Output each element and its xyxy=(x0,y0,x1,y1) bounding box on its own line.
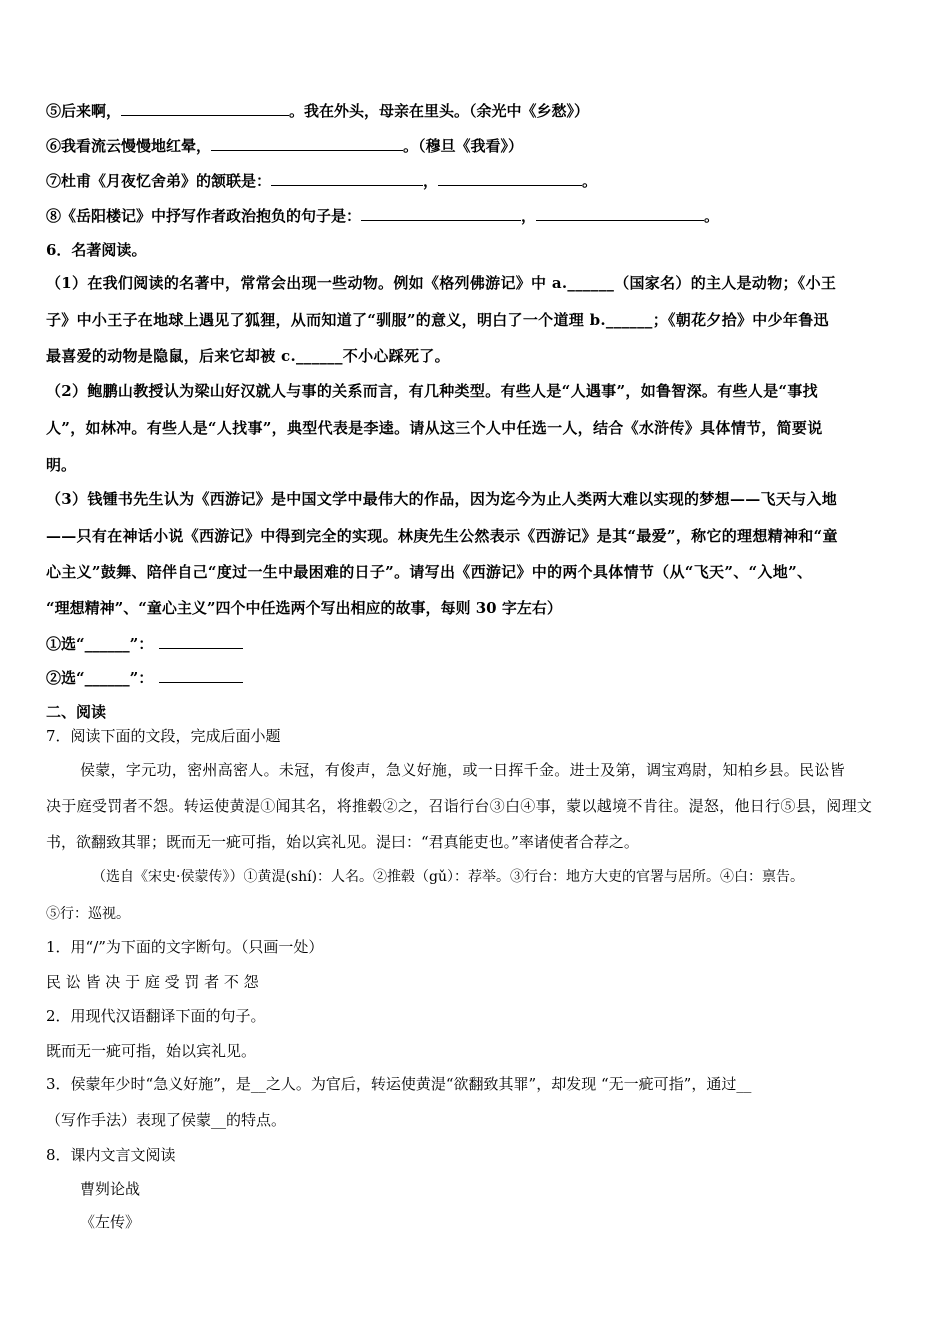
q6-choice-2 xyxy=(46,668,916,688)
answer-blank[interactable] xyxy=(121,101,289,116)
q6-1-line: 子》中小王子在地球上遇见了狐狸，从而知道了“驯服”的意义，明白了一个道理 b.______；《朝花夕拾》中少年鲁迅 xyxy=(46,311,829,329)
annotation-line: （选自《宋史·侯蒙传》）①黄湜(shí)：人名。②推毂（gǔ）：荐举。③行台：地方大吏的官署与居所。④白：禀告。 xyxy=(92,869,805,885)
sub1-title: 1．用“/”为下面的文字断句。（只画一处） xyxy=(46,938,324,956)
q8-title: 8．课内文言文阅读 xyxy=(46,1146,176,1164)
q5-8-sep: ， xyxy=(521,207,537,225)
answer-blank[interactable] xyxy=(438,171,582,186)
q7-title: 7．阅读下面的文段，完成后面小题 xyxy=(46,727,281,745)
q5-item-7 xyxy=(46,171,916,191)
sub3-line: （写作手法）表现了侯蒙__的特点。 xyxy=(46,1111,287,1129)
section-heading: 二、阅读 xyxy=(46,703,107,721)
q6-3-line: （3）钱锺书先生认为《西游记》是中国文学中最伟大的作品，因为迄今为止人类两大难以实现的梦想——飞天与入地 xyxy=(46,490,838,508)
q6-3-line: 心主义”鼓舞、陪伴自己“度过一生中最困难的日子”。请写出《西游记》中的两个具体情节（从“飞天”、“入地”、 xyxy=(46,563,813,581)
answer-blank[interactable] xyxy=(159,668,243,683)
q5-6-source: 。（穆旦《我看》） xyxy=(403,137,524,155)
q5-7-text: ⑦杜甫《月夜忆舍弟》的颔联是： xyxy=(46,172,272,190)
q6-2-line: 明。 xyxy=(46,456,77,474)
q5-5-text: ⑤后来啊， xyxy=(46,102,122,120)
answer-blank[interactable] xyxy=(361,206,521,221)
q5-5-source: 。我在外头，母亲在里头。（余光中《乡愁》） xyxy=(289,102,590,120)
q5-7-sep: ， xyxy=(423,172,439,190)
answer-blank[interactable] xyxy=(159,634,243,649)
choice-label: ②选“______”： xyxy=(46,669,154,687)
q6-2-line: （2）鲍鹏山教授认为梁山好汉就人与事的关系而言，有几种类型。有些人是“人遇事”，如鲁智深。有些人是“事找 xyxy=(46,382,818,400)
answer-blank[interactable] xyxy=(271,171,423,186)
choice-label: ①选“______”： xyxy=(46,635,154,653)
sub3-line: 3．侯蒙年少时“急义好施”，是__之人。为官后，转运使黄湜“欲翻致其罪”，却发现 “无一疵可指”，通过__ xyxy=(46,1075,752,1093)
q6-title: 6．名著阅读。 xyxy=(46,241,147,259)
q5-7-end: 。 xyxy=(582,172,598,190)
q6-1-line: （1）在我们阅读的名著中，常常会出现一些动物。例如《格列佛游记》中 a.______（国家名）的主人是动物；《小王 xyxy=(46,274,837,292)
q5-6-text: ⑥我看流云慢慢地红晕， xyxy=(46,137,212,155)
sub1-text: 民 讼 皆 决 于 庭 受 罚 者 不 怨 xyxy=(46,973,259,991)
passage-line: 书，欲翻致其罪；既而无一疵可指，始以宾礼见。湜曰：“君真能吏也。”率诸使者合荐之。 xyxy=(46,833,639,851)
answer-blank[interactable] xyxy=(211,136,403,151)
passage-line: 决于庭受罚者不怨。转运使黄湜①闻其名，将推毂②之，召诣行台③白④事，蒙以越境不肯往。湜怒，他日行⑤县，阅理文 xyxy=(46,797,873,815)
q8-text-title: 曹刿论战 xyxy=(80,1180,141,1198)
q6-3-line: “理想精神”、“童心主义”四个中任选两个写出相应的故事，每则 30 字左右） xyxy=(46,599,562,617)
q6-1-line: 最喜爱的动物是隐鼠，后来它却被 c.______不小心踩死了。 xyxy=(46,347,450,365)
q5-item-6 xyxy=(46,136,916,156)
q6-choice-1 xyxy=(46,634,916,654)
q6-3-line: ——只有在神话小说《西游记》中得到完全的实现。林庚先生公然表示《西游记》是其“最爱”，称它的理想精神和“童 xyxy=(46,527,838,545)
answer-blank[interactable] xyxy=(536,206,704,221)
q8-source: 《左传》 xyxy=(80,1213,141,1231)
sub2-text: 既而无一疵可指，始以宾礼见。 xyxy=(46,1042,257,1060)
q5-8-text: ⑧《岳阳楼记》中抒写作者政治抱负的句子是： xyxy=(46,207,362,225)
q5-item-5 xyxy=(46,101,916,121)
passage-line: 侯蒙，字元功，密州高密人。未冠，有俊声，急义好施，或一日挥千金。进士及第，调宝鸡尉，知柏乡县。民讼皆 xyxy=(80,761,846,779)
q5-8-end: 。 xyxy=(704,207,720,225)
q5-item-8 xyxy=(46,206,916,226)
annotation-line: ⑤行：巡视。 xyxy=(46,906,130,922)
q6-2-line: 人”，如林冲。有些人是“人找事”，典型代表是李逵。请从这三个人中任选一人，结合《水浒传》具体情节，简要说 xyxy=(46,419,823,437)
sub2-title: 2．用现代汉语翻译下面的句子。 xyxy=(46,1007,266,1025)
